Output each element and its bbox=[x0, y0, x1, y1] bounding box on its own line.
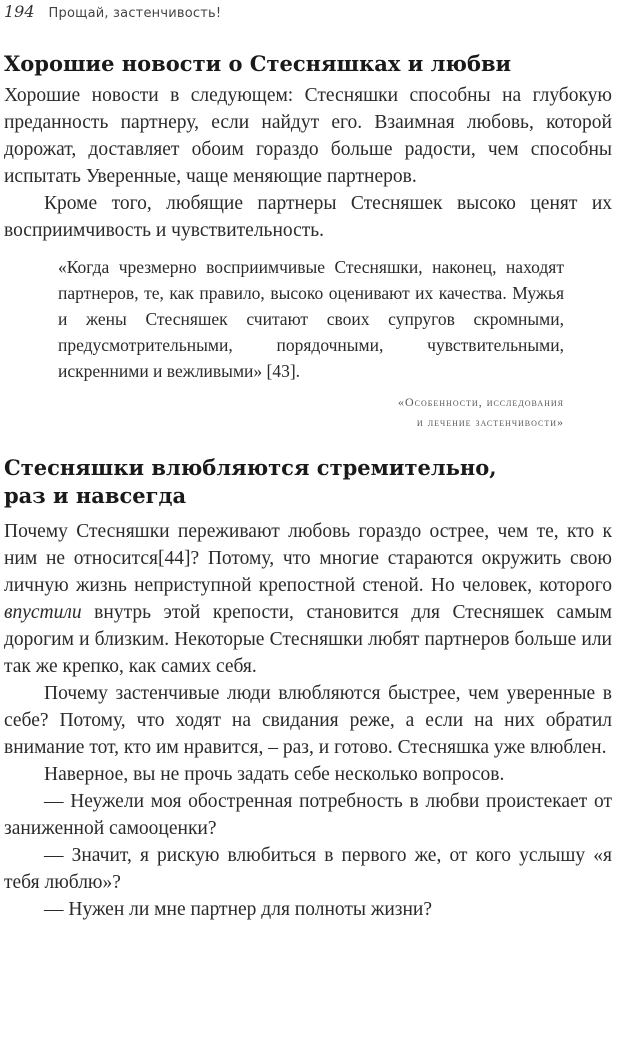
page-number: 194 bbox=[4, 2, 35, 21]
paragraph-why-faster: Почему застенчивые люди влюбляются быстрее, чем уверенные в себе? Потому, что ходят на свидания реже, а если на них обратил внимание тот, кто им нравится, – раз, и готово. Стесняшка уже влюблен. bbox=[4, 683, 612, 758]
section-heading-good-news: Хорошие новости о Стесняшках и любви bbox=[4, 51, 512, 76]
quote-source-line-1: «Особенности, исследования bbox=[398, 395, 564, 409]
running-title: Прощай, застенчивость! bbox=[48, 6, 222, 21]
paragraph-partners-value: Кроме того, любящие партнеры Стесняшек высоко ценят их восприимчивость и чувствительность. bbox=[4, 193, 612, 241]
paragraph-questions-intro: Наверное, вы не прочь задать себе несколько вопросов. bbox=[44, 764, 505, 785]
paragraph-why-sharper-part-1: Почему Стесняшки переживают любовь гораздо острее, чем те, кто к ним не относится[44]? Потому, что многие стараются окружить свою личную жизнь неприступной крепостной стеной. Но человек, которого bbox=[4, 521, 612, 596]
question-2: — Значит, я рискую влюбиться в первого же, от кого услышу «я тебя люблю»? bbox=[4, 845, 612, 893]
quote-text: «Когда чрезмерно восприимчивые Стесняшки, наконец, находят партнеров, те, как правило, высоко оценивают их качества. Мужья и жены Стесняшек считают своих супругов скромными, предусмотрительными, порядочными, чувствительными, искренними и вежливыми» [43]. bbox=[58, 257, 564, 381]
emphasis-let-in: впустили bbox=[4, 602, 82, 623]
quote-source bbox=[58, 392, 564, 432]
page-content bbox=[4, 46, 612, 923]
paragraph-good-news: Хорошие новости в следующем: Стесняшки способны на глубокую преданность партнеру, если найдут его. Взаимная любовь, которой дорожат, доставляет обоим гораздо больше радости, чем способны испытать Уверенные, чаще меняющие партнеров. bbox=[4, 85, 612, 187]
question-1: — Неужели моя обостренная потребность в любви проистекает от заниженной самооценки? bbox=[4, 791, 612, 839]
paragraph-why-sharper bbox=[4, 518, 612, 680]
section-heading-line-2: раз и навсегда bbox=[4, 483, 187, 508]
paragraph-why-sharper-part-2: внутрь этой крепости, становится для Стесняшек самым дорогим и близким. Некоторые Стесняшки любят партнеров больше или так же крепко, как самих себя. bbox=[4, 602, 612, 677]
section-heading-fall-in-love bbox=[4, 454, 612, 510]
running-head bbox=[4, 2, 221, 24]
quote-source-line-2: и лечение застенчивости» bbox=[416, 415, 564, 429]
section-heading-line-1: Стесняшки влюбляются стремительно, bbox=[4, 455, 497, 480]
question-3: — Нужен ли мне партнер для полноты жизни? bbox=[44, 899, 433, 920]
block-quote bbox=[58, 254, 564, 432]
